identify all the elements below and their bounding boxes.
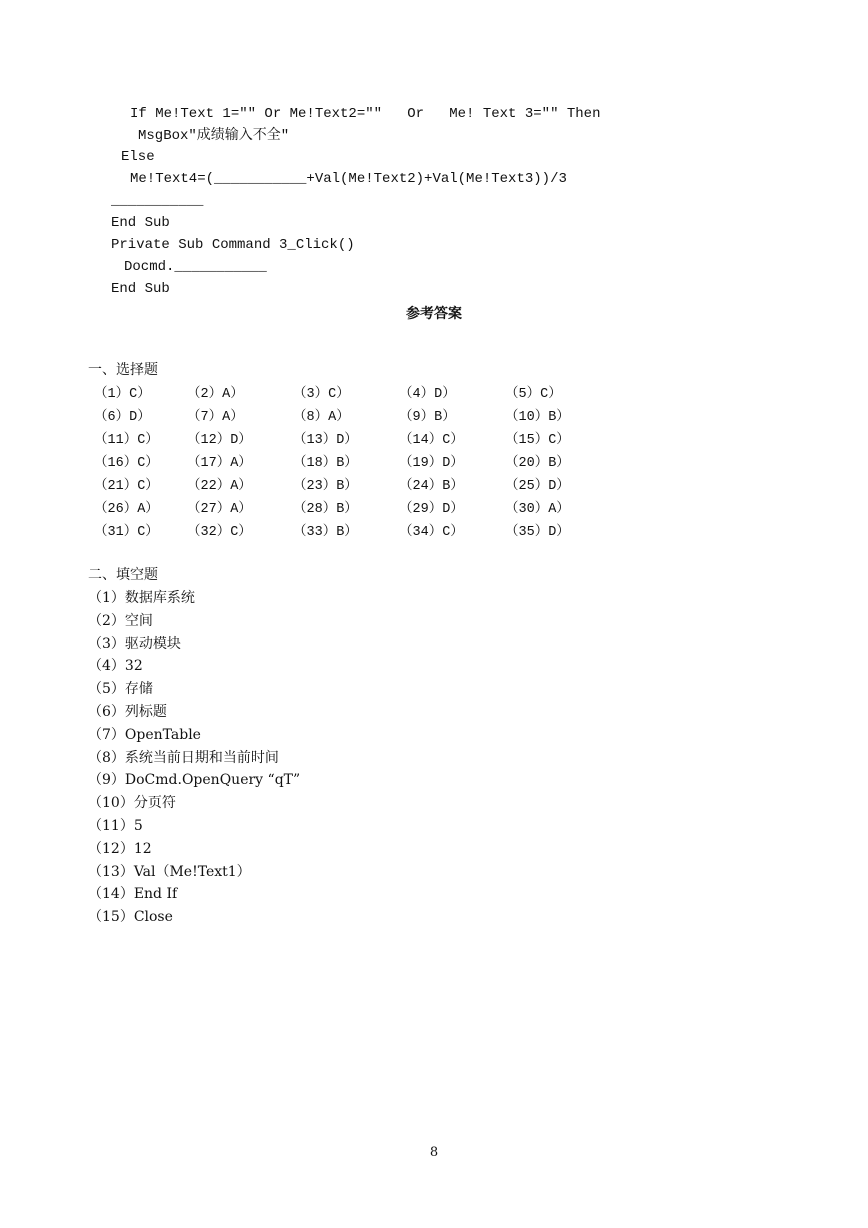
choice-answer: （13）D） xyxy=(293,433,358,448)
fill-answer-item: （3）驱动模块 xyxy=(88,635,181,652)
choice-answer: （31）C） xyxy=(94,525,159,540)
fill-answer-item: （10）分页符 xyxy=(88,795,176,812)
fill-answer-item: （5）存储 xyxy=(88,681,153,698)
choice-answer: （3）C） xyxy=(293,387,350,402)
code-line-5: ___________ xyxy=(111,193,204,209)
section-heading-fill: 二、填空题 xyxy=(88,567,158,583)
choice-answer: （8）A） xyxy=(293,410,350,425)
code-line-6: End Sub xyxy=(111,215,170,231)
fill-answer-item: （1）数据库系统 xyxy=(88,590,195,606)
page-number: 8 xyxy=(429,1145,439,1160)
fill-answer-item: （6）列标题 xyxy=(88,703,167,720)
choice-answer: （12）D） xyxy=(187,433,252,448)
choice-answer: （5）C） xyxy=(505,387,562,402)
choice-answer: （2）A） xyxy=(187,387,244,402)
choice-answer: （30）A） xyxy=(505,502,570,517)
fill-answer-item: （14）End If xyxy=(88,886,178,903)
fill-answer-item: （8）系统当前日期和当前时间 xyxy=(88,749,279,766)
code-line-8: Docmd.___________ xyxy=(124,259,267,275)
fill-answer-item: （4）32 xyxy=(88,658,143,675)
choice-answer: （16）C） xyxy=(94,456,159,471)
choice-answer: （4）D） xyxy=(399,387,456,402)
choice-answer: （22）A） xyxy=(187,479,252,494)
answer-title: 参考答案 xyxy=(406,306,462,322)
fill-answer-item: （11）5 xyxy=(88,817,143,834)
code-line-4: Me!Text4=(___________+Val(Me!Text2)+Val(Me!Text3))/3 xyxy=(130,171,567,187)
choice-answer: （23）B） xyxy=(293,479,358,494)
code-line-9: End Sub xyxy=(111,281,170,297)
choice-answer: （35）D） xyxy=(505,525,570,540)
choice-answer: （26）A） xyxy=(94,502,159,517)
choice-answer: （18）B） xyxy=(293,456,358,471)
fill-answer-item: （13）Val（Me!Text1） xyxy=(88,863,251,880)
choice-answer: （14）C） xyxy=(399,433,464,448)
choice-answer: （28）B） xyxy=(293,502,358,517)
fill-answer-item: （2）空间 xyxy=(88,612,153,629)
choice-answer: （19）D） xyxy=(399,456,464,471)
choice-answer: （15）C） xyxy=(505,433,570,448)
fill-answer-item: （9）DoCmd.OpenQuery “qT” xyxy=(88,772,301,789)
choice-answer: （24）B） xyxy=(399,479,464,494)
choice-answer: （32）C） xyxy=(187,525,252,540)
choice-answer: （9）B） xyxy=(399,410,456,425)
section-heading-choice: 一、选择题 xyxy=(88,362,158,378)
fill-answer-item: （12）12 xyxy=(88,840,152,857)
choice-answer: （29）D） xyxy=(399,502,464,517)
choice-answer: （27）A） xyxy=(187,502,252,517)
choice-answer: （20）B） xyxy=(505,456,570,471)
choice-answer: （10）B） xyxy=(505,410,570,425)
choice-answer: （17）A） xyxy=(187,456,252,471)
code-line-1: If Me!Text 1="" Or Me!Text2="" Or Me! Text 3="" Then xyxy=(130,106,601,122)
code-line-7: Private Sub Command 3_Click() xyxy=(111,237,355,253)
code-line-3: Else xyxy=(121,149,155,165)
choice-answer: （7）A） xyxy=(187,410,244,425)
choice-answer: （21）C） xyxy=(94,479,159,494)
choice-answer: （34）C） xyxy=(399,525,464,540)
fill-answer-item: （7）OpenTable xyxy=(88,726,201,743)
choice-answer: （6）D） xyxy=(94,410,151,425)
fill-answer-item: （15）Close xyxy=(88,909,173,926)
choice-answer: （1）C） xyxy=(94,387,151,402)
code-line-2: MsgBox"成绩输入不全" xyxy=(138,128,290,144)
fill-answer-list xyxy=(88,587,300,929)
choice-answer: （25）D） xyxy=(505,479,570,494)
choice-answer: （33）B） xyxy=(293,525,358,540)
choice-answer: （11）C） xyxy=(94,433,159,448)
